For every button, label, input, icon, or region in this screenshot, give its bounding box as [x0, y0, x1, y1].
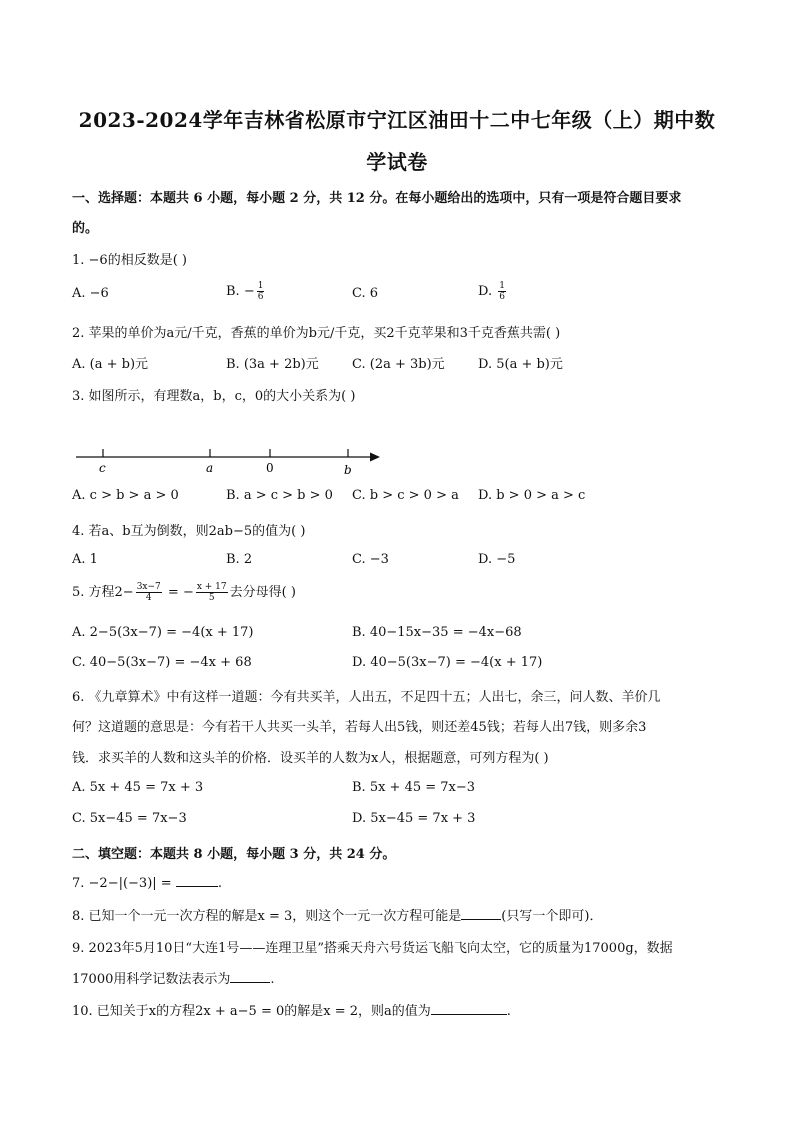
- q1-option-b-prefix: B. −: [226, 284, 255, 299]
- q3-stem: 3. 如图所示，有理数a，b，c，0的大小关系为( ): [72, 389, 356, 404]
- exam-title-line1: 2023-2024学年吉林省松原市宁江区油田十二中七年级（上）期中数: [78, 108, 716, 132]
- q6-stem-line1: 6. 《九章算术》中有这样一道题：今有共买羊，人出五，不足四十五；人出七，余三，问人数、羊价几: [72, 690, 661, 705]
- q8-suffix: (只写一个即可)．: [501, 909, 603, 924]
- q9-suffix: .: [270, 972, 275, 987]
- q8-stem: [72, 905, 602, 924]
- q2-stem: 2. 苹果的单价为a元/千克，香蕉的单价为b元/千克，买2千克苹果和3千克香蕉共需( ): [72, 326, 561, 341]
- q6-stem-line3: 钱．求买羊的人数和这头羊的价格．设买羊的人数为x人，根据题意，可列方程为( ): [72, 751, 549, 766]
- q1-option-c: C. 6: [352, 286, 379, 301]
- q3-option-c: C. b > c > 0 > a: [352, 488, 459, 503]
- q1-stem: 1. −6的相反数是( ): [72, 253, 187, 268]
- q10-suffix: .: [506, 1004, 511, 1019]
- q2-option-a: A. (a + b)元: [72, 357, 149, 372]
- q1-b-num: 1: [257, 281, 264, 291]
- q3-option-b: B. a > c > b > 0: [226, 488, 333, 503]
- number-line-figure: [76, 440, 386, 480]
- label-b: b: [344, 463, 352, 477]
- q1-option-a: A. −6: [72, 286, 109, 301]
- q4-option-d: D. −5: [478, 552, 516, 567]
- q5-option-d: D. 40−5(3x−7) = −4(x + 17): [352, 655, 543, 670]
- label-a: a: [206, 461, 214, 475]
- q2-option-b: B. (3a + 2b)元: [226, 357, 319, 372]
- q8-answer-blank[interactable]: [461, 907, 501, 920]
- q10-prefix: 10. 已知关于x的方程2x + a−5 = 0的解是x = 2，则a的值为: [72, 1004, 431, 1019]
- q1-option-d: [478, 281, 508, 302]
- q9-prefix: 17000用科学记数法表示为: [72, 972, 231, 987]
- q5-f2-num: x + 17: [196, 582, 227, 592]
- q6-stem-line2: 何？这道题的意思是：今有若干人共买一头羊，若每人出5钱，则还差45钱；若每人出7钱，则多余3: [72, 720, 647, 735]
- q8-prefix: 8. 已知一个一元一次方程的解是x = 3，则这个一元一次方程可能是: [72, 909, 462, 924]
- q9-stem-line1: 9. 2023年5月10日“大连1号——连理卫星”搭乘天舟六号货运飞船飞向太空，它的质量为17000g，数据: [72, 941, 673, 956]
- q5-f1-den: 4: [145, 593, 152, 603]
- label-c: c: [99, 461, 106, 475]
- q1-option-d-fraction: [498, 281, 506, 302]
- q4-option-b: B. 2: [226, 552, 253, 567]
- q5-fraction-1: [136, 582, 162, 603]
- q10-answer-blank[interactable]: [431, 1002, 507, 1015]
- section1-heading-cont: 的。: [72, 221, 99, 236]
- q2-option-d: D. 5(a + b)元: [478, 357, 563, 372]
- q5-f2-den: 5: [208, 593, 215, 603]
- q1-option-d-prefix: D.: [478, 284, 497, 299]
- q5-stem-suffix: 去分母得( ): [229, 585, 296, 600]
- number-line-arrow: [370, 453, 380, 462]
- q4-option-c: C. −3: [352, 552, 389, 567]
- q4-option-a: A. 1: [72, 552, 98, 567]
- label-zero: 0: [266, 461, 274, 475]
- q10-stem: [72, 1000, 511, 1019]
- q5-option-b: B. 40−15x−35 = −4x−68: [352, 625, 522, 640]
- q5-stem-mid: = −: [163, 585, 194, 600]
- exam-title-line2: 学试卷: [366, 150, 428, 174]
- q7-answer-blank[interactable]: [176, 874, 218, 887]
- q5-option-c: C. 40−5(3x−7) = −4x + 68: [72, 655, 252, 670]
- q1-option-b-fraction: [257, 281, 265, 302]
- q9-answer-blank[interactable]: [230, 970, 270, 983]
- q4-stem: 4. 若a、b互为倒数，则2ab−5的值为( ): [72, 524, 306, 539]
- q6-option-b: B. 5x + 45 = 7x−3: [352, 780, 476, 795]
- q6-option-c: C. 5x−45 = 7x−3: [72, 811, 187, 826]
- q1-option-b: [226, 281, 266, 302]
- q5-stem: [72, 581, 296, 603]
- q7-suffix: .: [217, 876, 222, 891]
- q7-stem: [72, 874, 222, 891]
- q6-option-a: A. 5x + 45 = 7x + 3: [72, 780, 204, 795]
- q7-prefix: 7. −2−|(−3)| =: [72, 876, 176, 891]
- q5-option-a: A. 2−5(3x−7) = −4(x + 17): [72, 625, 254, 640]
- q3-option-a: A. c > b > a > 0: [72, 488, 179, 503]
- section1-heading: 一、选择题：本题共 6 小题，每小题 2 分，共 12 分。在每小题给出的选项中，只有一项是符合题目要求: [72, 191, 682, 206]
- q2-option-c: C. (2a + 3b)元: [352, 357, 445, 372]
- q6-option-d: D. 5x−45 = 7x + 3: [352, 811, 476, 826]
- section2-heading: 二、填空题：本题共 8 小题，每小题 3 分，共 24 分。: [72, 847, 396, 862]
- q5-f1-num: 3x−7: [136, 582, 161, 592]
- q1-b-den: 6: [257, 292, 264, 302]
- q1-d-num: 1: [499, 281, 505, 291]
- q9-stem-line2: [72, 968, 275, 987]
- q5-fraction-2: [196, 582, 228, 603]
- q5-stem-prefix: 5. 方程2−: [72, 585, 134, 600]
- q3-option-d: D. b > 0 > a > c: [478, 488, 586, 503]
- q1-d-den: 6: [499, 292, 505, 302]
